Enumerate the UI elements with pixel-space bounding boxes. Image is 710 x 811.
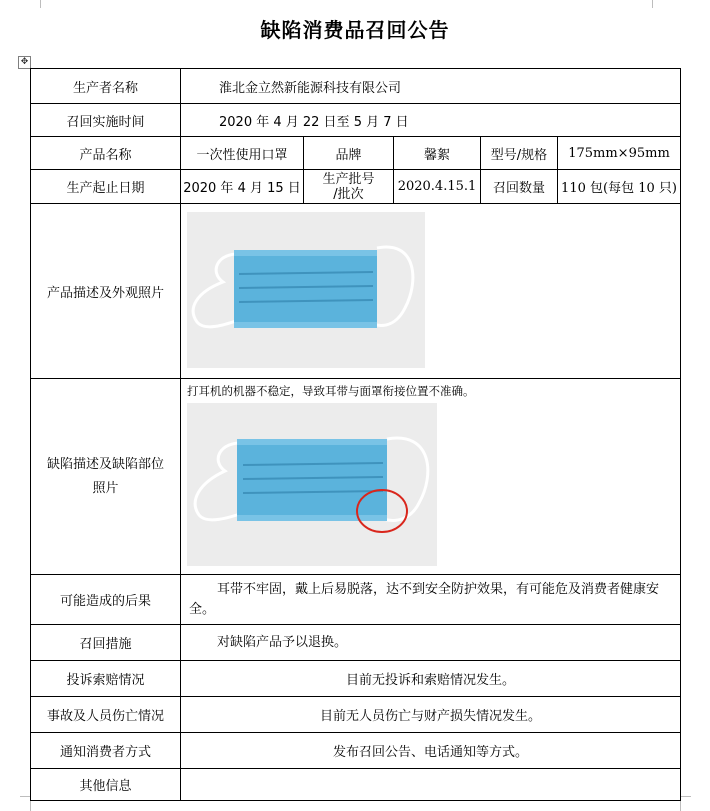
defect-label	[31, 379, 181, 575]
quantity-value: 110 包(每包 10 只)	[558, 170, 681, 204]
defect-photo	[187, 403, 437, 566]
row-measures	[31, 625, 681, 661]
defect-label-line1: 缺陷描述及缺陷部位	[46, 456, 164, 472]
crop-mark-top-left	[30, 0, 41, 8]
other-value	[181, 769, 681, 801]
row-manufacturer	[31, 69, 681, 104]
production-dates-value: 2020 年 4 月 15 日	[181, 170, 304, 204]
recall-period-value: 2020 年 4 月 22 日至 5 月 7 日	[181, 104, 681, 137]
brand-label: 品牌	[304, 137, 394, 170]
crop-mark-bottom-right	[680, 796, 691, 811]
row-production	[31, 170, 681, 204]
brand-value: 馨絮	[394, 137, 481, 170]
notify-value: 发布召回公告、电话通知等方式。	[181, 733, 681, 769]
defect-mask-image	[187, 403, 437, 566]
row-product	[31, 137, 681, 170]
mask-image	[187, 212, 425, 368]
manufacturer-value: 淮北金立然新能源科技有限公司	[181, 69, 681, 104]
model-label: 型号/规格	[481, 137, 558, 170]
defect-cell	[181, 379, 681, 575]
product-photo-cell	[181, 204, 681, 379]
page-title: 缺陷消费品召回公告	[260, 18, 450, 42]
row-recall-period	[31, 104, 681, 137]
complaints-value: 目前无投诉和索赔情况发生。	[181, 661, 681, 697]
batch-label-line2: /批次	[333, 186, 364, 202]
measures-value: 对缺陷产品予以退换。	[217, 634, 348, 650]
measures-cell	[181, 625, 681, 661]
accidents-value: 目前无人员伤亡与财产损失情况发生。	[181, 697, 681, 733]
model-value: 175mm×95mm	[558, 137, 681, 170]
product-name-value: 一次性使用口罩	[181, 137, 304, 170]
row-product-description	[31, 204, 681, 379]
quantity-label: 召回数量	[481, 170, 558, 204]
measures-label: 召回措施	[31, 625, 181, 661]
batch-label	[304, 170, 394, 204]
product-name-label: 产品名称	[31, 137, 181, 170]
row-consequence	[31, 575, 681, 625]
consequence-cell	[181, 575, 681, 625]
row-defect-description	[31, 379, 681, 575]
consequence-label: 可能造成的后果	[31, 575, 181, 625]
crop-mark-top-right	[652, 0, 663, 8]
production-dates-label: 生产起止日期	[31, 170, 181, 204]
consequence-value: 耳带不牢固，戴上后易脱落，达不到安全防护效果，有可能危及消费者健康安全。	[189, 581, 660, 617]
row-other	[31, 769, 681, 801]
other-label: 其他信息	[31, 769, 181, 801]
row-complaints	[31, 661, 681, 697]
product-photo	[187, 212, 425, 368]
recall-period-label: 召回实施时间	[31, 104, 181, 137]
row-accidents	[31, 697, 681, 733]
table-move-handle-icon[interactable]: ✥	[18, 56, 31, 69]
batch-value: 2020.4.15.1	[394, 170, 481, 204]
defect-label-line2: 照片	[92, 480, 119, 496]
accidents-label: 事故及人员伤亡情况	[31, 697, 181, 733]
notify-label: 通知消费者方式	[31, 733, 181, 769]
manufacturer-label: 生产者名称	[31, 69, 181, 104]
product-desc-label: 产品描述及外观照片	[31, 204, 181, 379]
batch-label-line1: 生产批号	[322, 171, 375, 187]
defect-description: 打耳机的机器不稳定，导致耳带与面罩衔接位置不准确。	[187, 384, 475, 398]
recall-notice-table	[30, 68, 681, 801]
complaints-label: 投诉索赔情况	[31, 661, 181, 697]
row-notify	[31, 733, 681, 769]
